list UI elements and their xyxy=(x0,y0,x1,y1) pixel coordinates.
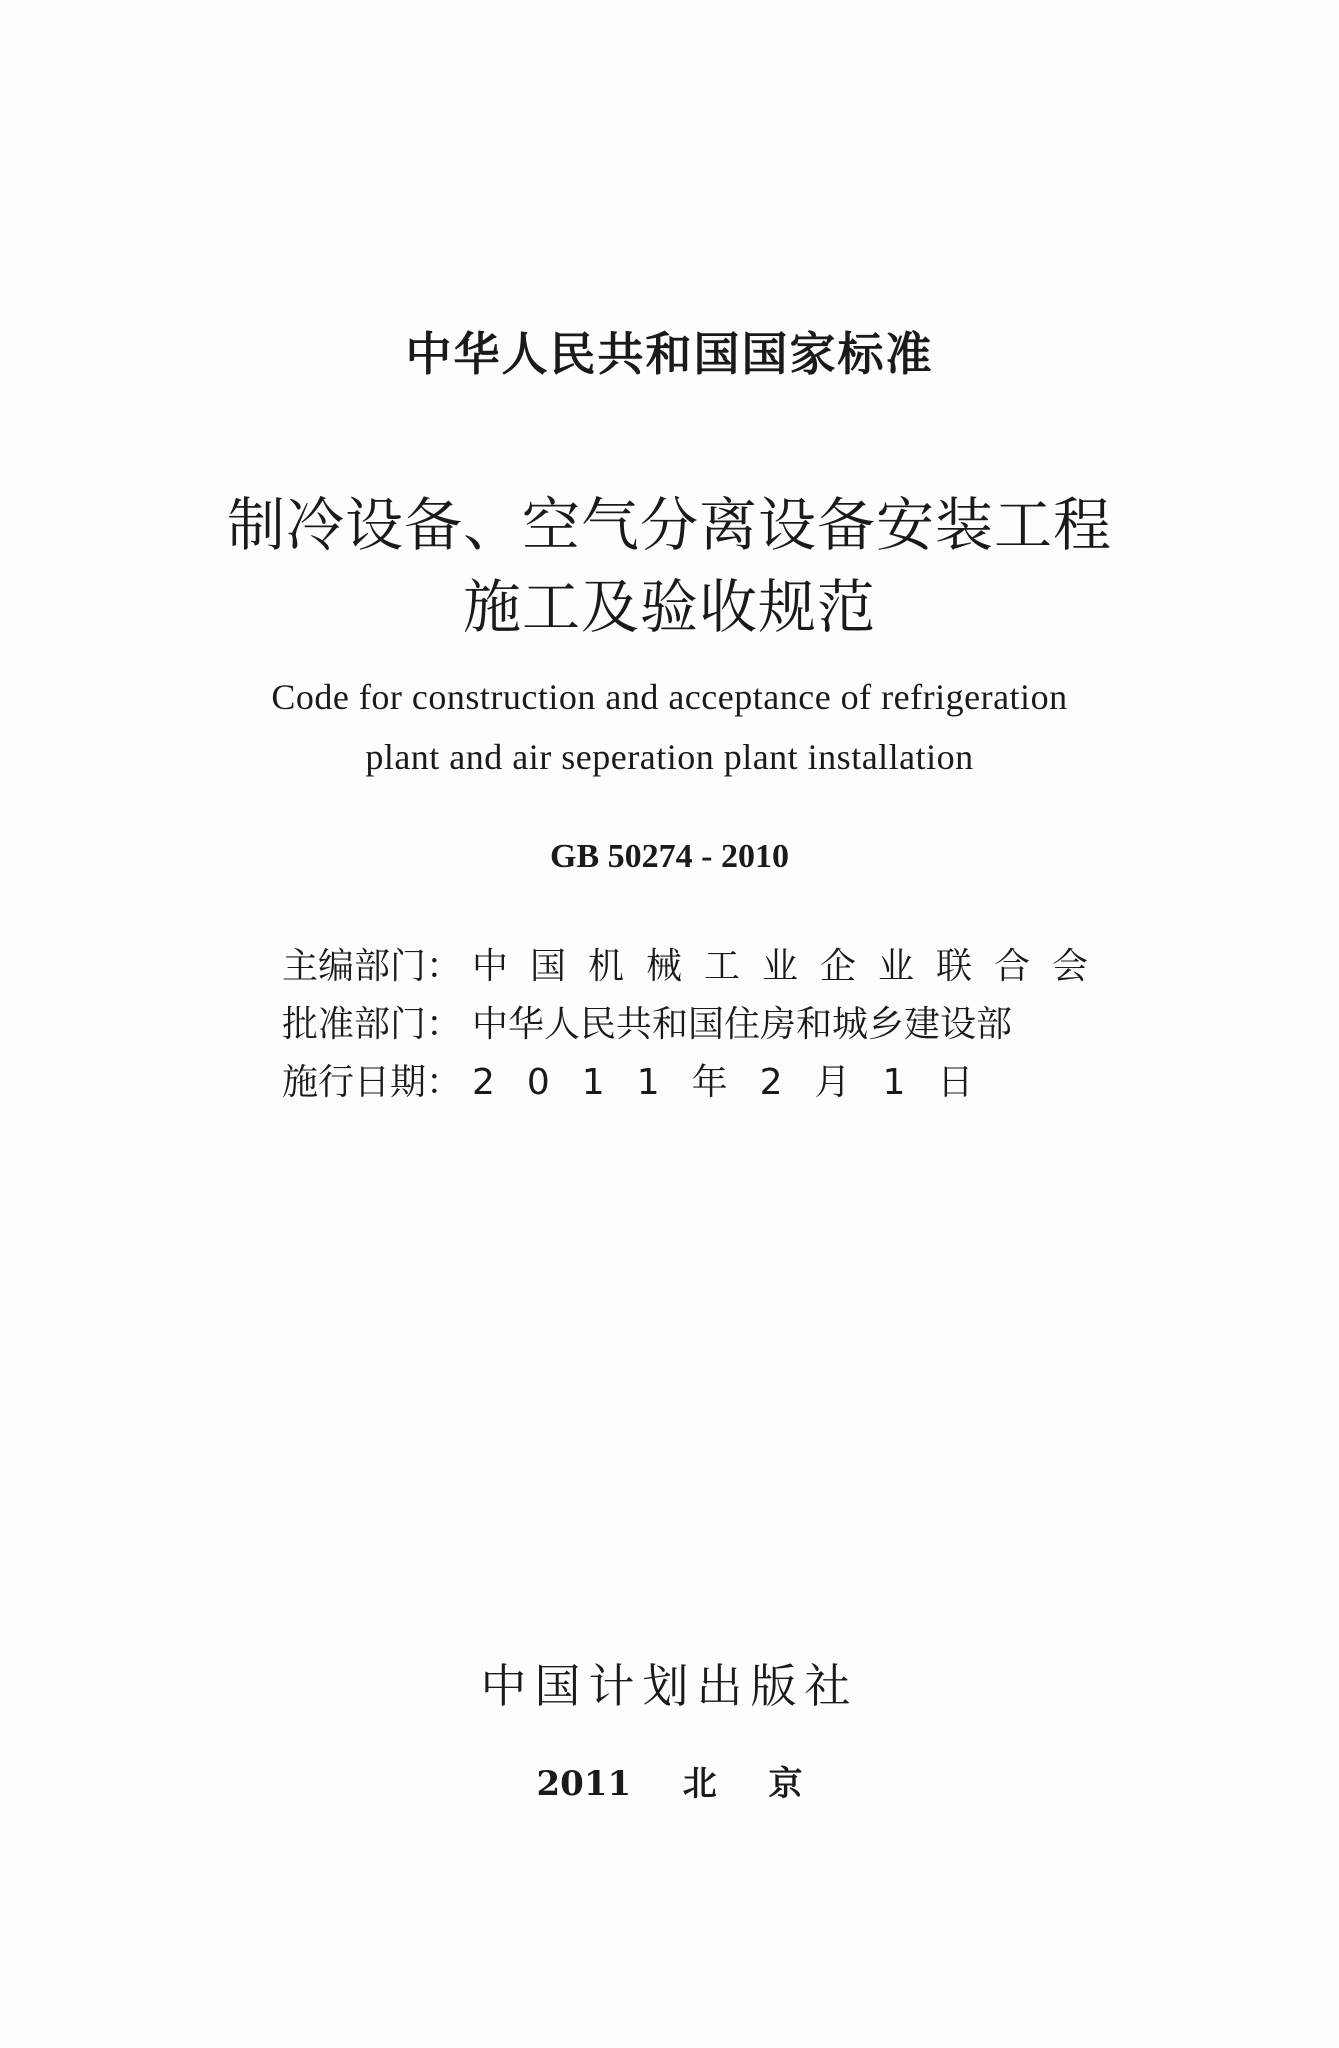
publication-year-city: 2011 北 京 xyxy=(536,1764,803,1804)
approver-label: 批准部门： xyxy=(282,1004,463,1045)
editor-value: 中国机械工业企业联合会 xyxy=(472,946,1111,987)
effective-date-value: 2011年2月1日 xyxy=(472,1062,1006,1103)
document-title-en-line2: plant and air seperation plant installation xyxy=(365,737,974,777)
approver-value: 中华人民共和国住房和城乡建设部 xyxy=(472,1004,1013,1045)
effective-date-label: 施行日期： xyxy=(282,1062,463,1103)
standard-code: GB 50274 - 2010 xyxy=(550,838,789,875)
document-title-cn-line2: 施工及验收规范 xyxy=(462,573,876,641)
publisher-name: 中国计划出版社 xyxy=(480,1659,859,1713)
document-title-cn-line1: 制冷设备、空气分离设备安装工程 xyxy=(226,491,1112,559)
editor-row xyxy=(282,938,1111,989)
editor-label: 主编部门： xyxy=(282,946,463,987)
national-standard-heading: 中华人民共和国国家标准 xyxy=(405,327,934,381)
document-title-en-line1: Code for construction and acceptance of refrigeration xyxy=(271,677,1068,717)
effective-date-row xyxy=(282,1054,1082,1105)
approver-row xyxy=(282,996,1082,1047)
